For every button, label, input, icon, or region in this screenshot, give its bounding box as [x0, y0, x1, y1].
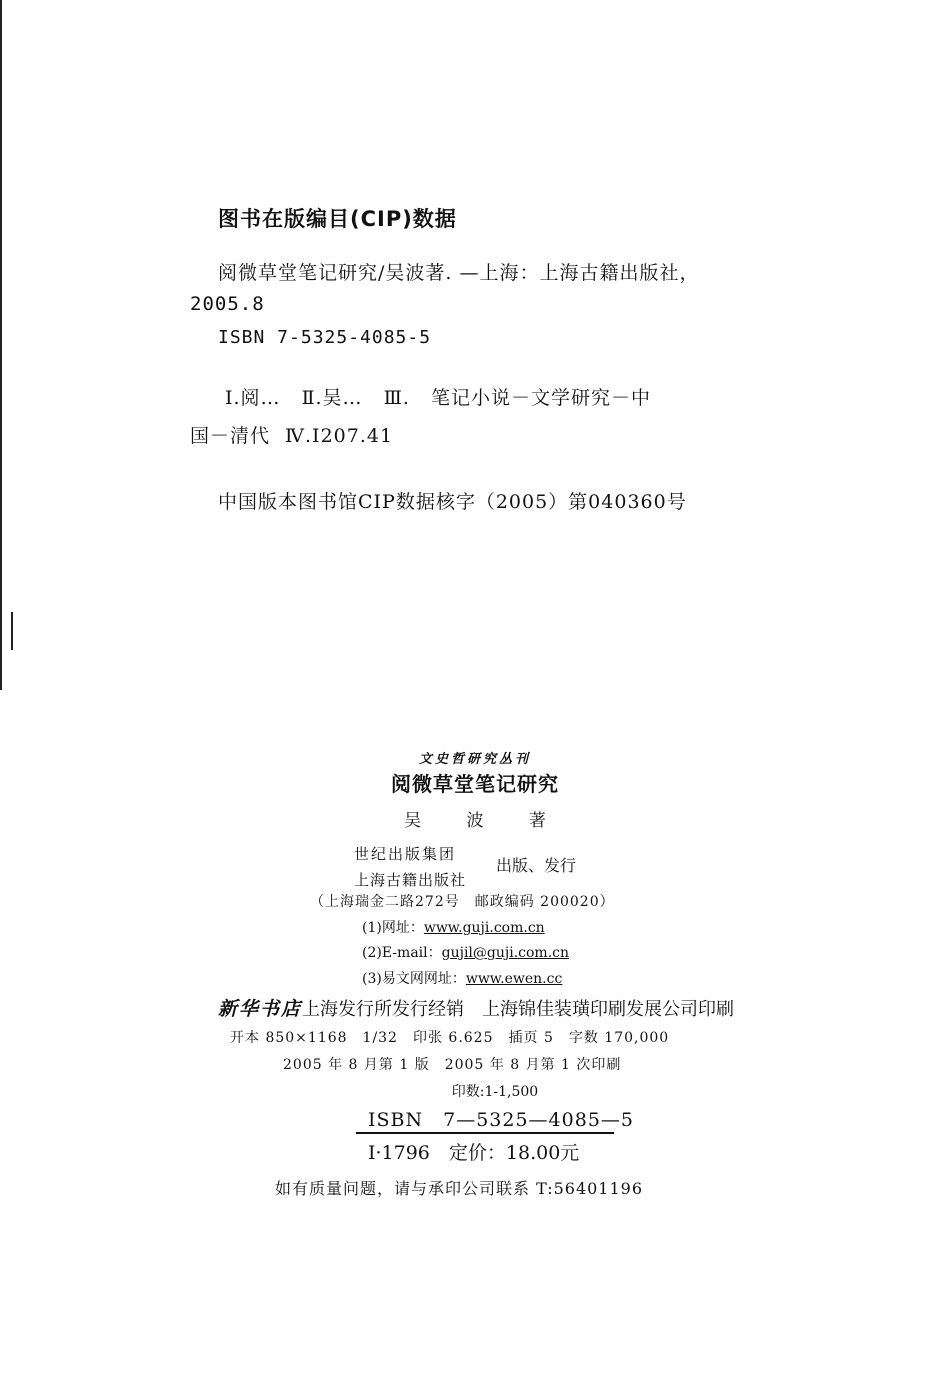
isbn-divider [356, 1132, 614, 1134]
quality-contact: 如有质量问题，请与承印公司联系 T:56401196 [275, 1179, 644, 1198]
author: 吴 波 著 [404, 811, 566, 831]
cip-classification-line-2: 国－清代 Ⅳ.I207.41 [190, 425, 394, 447]
ewen-url[interactable]: www.ewen.cc [465, 971, 563, 987]
email-label: (2)E-mail： [362, 945, 442, 961]
publisher-group: 世纪出版集团 [354, 845, 457, 863]
website-line [362, 917, 545, 937]
publisher-name: 上海古籍出版社 [354, 871, 467, 889]
left-margin-mark [11, 612, 13, 650]
cip-line-1: 阅微草堂笔记研究/吴波著. —上海：上海古籍出版社， [218, 262, 700, 284]
cip-line-2: 2005.8 [190, 293, 265, 315]
xinhua-bookstore-logo: 新华书店 [218, 998, 303, 1020]
website-label: (1)网址： [362, 920, 424, 936]
email-address[interactable]: gujil@guji.com.cn [441, 945, 569, 961]
website-url[interactable]: www.guji.com.cn [423, 920, 545, 936]
cip-isbn: ISBN 7-5325-4085-5 [218, 327, 432, 348]
cip-record-number: 中国版本图书馆CIP数据核字（2005）第040360号 [218, 491, 687, 513]
print-run: 印数:1-1,500 [451, 1084, 539, 1100]
distribution-text: 上海发行所发行经销 上海锦佳装璜印刷发展公司印刷 [302, 999, 735, 1020]
cip-classification-line-1: Ⅰ.阅… Ⅱ.吴… Ⅲ. 笔记小说－文学研究－中 [225, 387, 651, 409]
cip-heading: 图书在版编目(CIP)数据 [218, 207, 457, 231]
left-margin-rule [0, 0, 2, 690]
classification-and-price: I·1796 定价：18.00元 [368, 1142, 580, 1164]
publisher-address: （上海瑞金二路272号 邮政编码 200020） [310, 894, 615, 910]
series-name: 文史哲研究丛刊 [418, 752, 531, 767]
distribution-line [218, 994, 734, 1021]
ewen-label: (3)易文网网址： [362, 971, 466, 987]
format-specs: 开本 850×1168 1/32 印张 6.625 插页 5 字数 170,000 [230, 1030, 670, 1046]
ewen-line [362, 968, 562, 988]
book-title: 阅微草堂笔记研究 [391, 772, 559, 796]
colophon-isbn: ISBN 7—5325—4085—5 [368, 1109, 634, 1131]
edition-dates: 2005 年 8 月第 1 版 2005 年 8 月第 1 次印刷 [283, 1057, 622, 1073]
email-line [362, 942, 569, 962]
publisher-role: 出版、发行 [496, 856, 577, 875]
